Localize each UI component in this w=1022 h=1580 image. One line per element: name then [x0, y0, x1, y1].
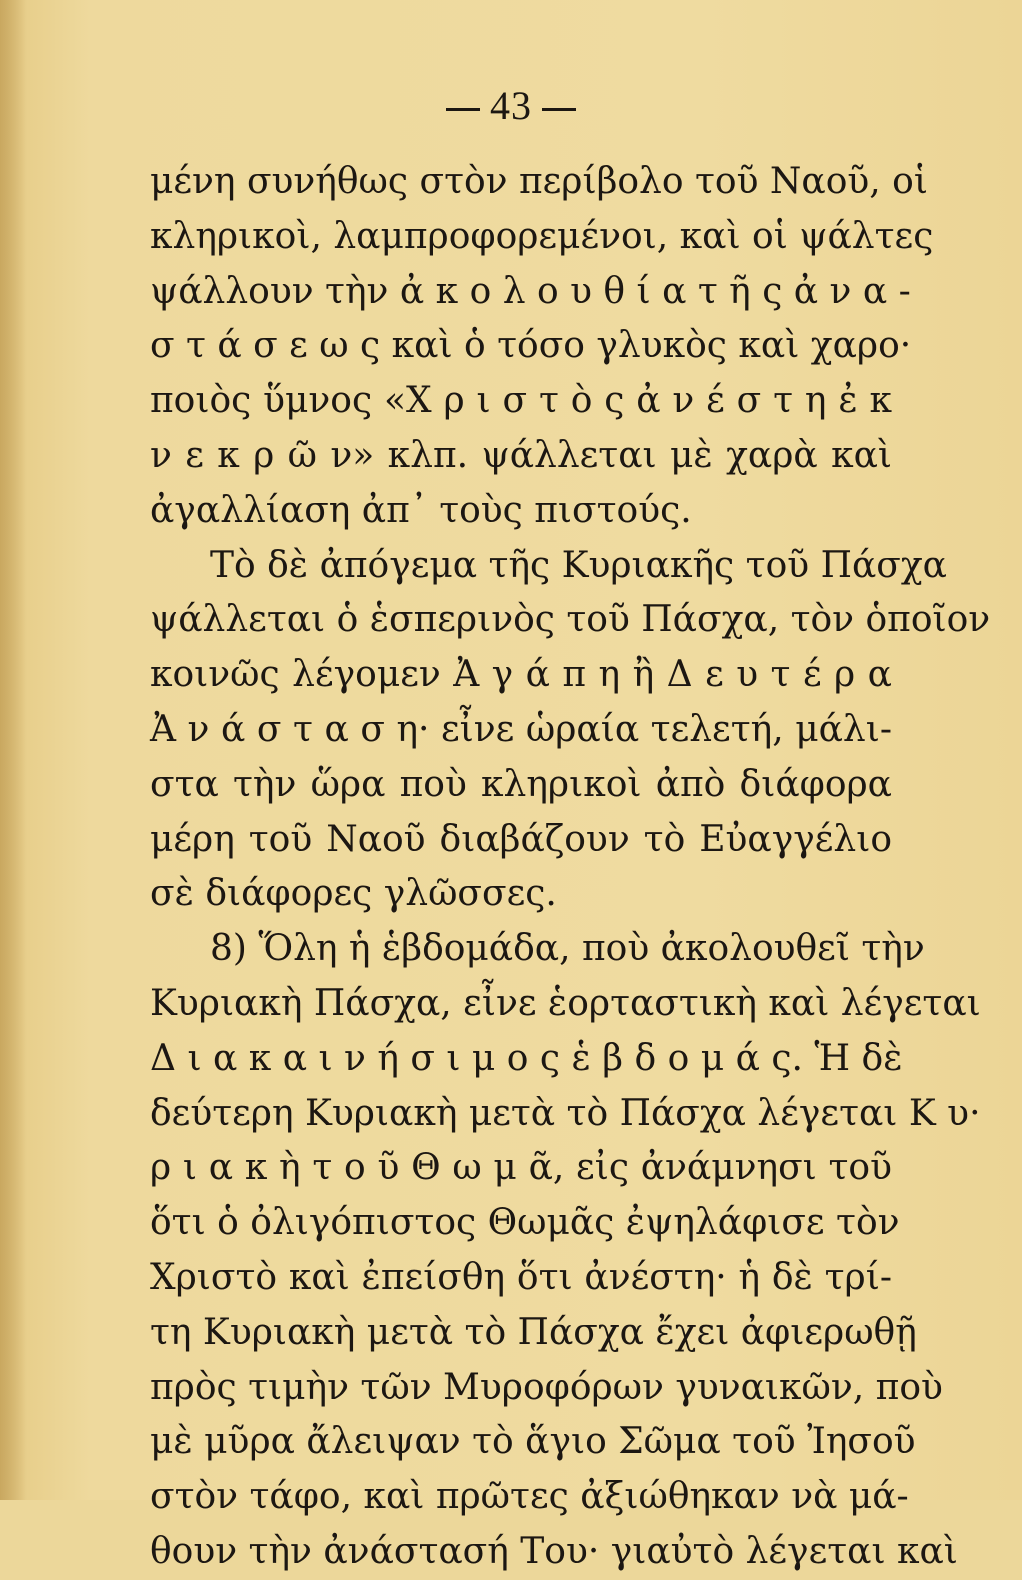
text-line: ἀγαλλίαση ἀπ᾿ τοὺς πιστούς. — [150, 489, 692, 531]
text-line: πρὸς τιμὴν τῶν Μυροφόρων γυναικῶν, ποὺ — [150, 1366, 943, 1408]
text-line: ψάλλουν τὴν ἀ κ ο λ ο υ θ ί α τ ῆ ς ἀ ν α - — [150, 270, 911, 312]
text-line: δεύτερη Κυριακὴ μετὰ τὸ Πάσχα λέγεται Κ υ· — [150, 1092, 981, 1134]
text-line: ποιὸς ὕμνος «Χ ρ ι σ τ ὸ ς ἀ ν έ σ τ η ἐ κ — [150, 380, 892, 422]
text-line: ὅτι ὁ ὀλιγόπιστος Θωμᾶς ἐψηλάφισε τὸν — [150, 1202, 900, 1244]
text-line: Τὸ δὲ ἀπόγεμα τῆς Κυριακῆς τοῦ Πάσχα — [210, 544, 947, 586]
text-line: Δ ι α κ α ι ν ή σ ι μ ο ς ἑ β δ ο μ ά ς. Ἡ δὲ — [150, 1037, 903, 1079]
text-line: μένη συνήθως στὸν περίβολο τοῦ Ναοῦ, οἱ — [150, 161, 928, 202]
text-line: Χριστὸ καὶ ἐπείσθη ὅτι ἀνέστη· ἡ δὲ τρί- — [150, 1256, 892, 1298]
text-line: θουν τὴν ἀνάστασή Του· γιαὐτὸ λέγεται καὶ — [150, 1530, 958, 1572]
text-line: σ τ ά σ ε ω ς καὶ ὁ τόσο γλυκὸς καὶ χαρο· — [150, 325, 912, 367]
text-line: ν ε κ ρ ῶ ν» κλπ. ψάλλεται μὲ χαρὰ καὶ — [150, 434, 892, 476]
text-line: κοινῶς λέγομεν Ἀ γ ά π η ἢ Δ ε υ τ έ ρ α — [150, 654, 892, 696]
text-line: ψάλλεται ὁ ἑσπερινὸς τοῦ Πάσχα, τὸν ὁποῖον — [150, 599, 991, 641]
text-line: μέρη τοῦ Ναοῦ διαβάζουν τὸ Εὐαγγέλιο — [150, 818, 892, 860]
text-line: Κυριακὴ Πάσχα, εἶνε ἑορταστικὴ καὶ λέγεται — [150, 982, 981, 1024]
text-line: κληρικοὶ, λαμπροφορεμένοι, καὶ οἱ ψάλτες — [150, 215, 934, 257]
page-number-dash-right — [542, 108, 576, 111]
text-line: ρ ι α κ ὴ τ ο ῦ Θ ω μ ᾶ, εἰς ἀνάμνησι τοῦ — [150, 1147, 892, 1189]
text-line: τη Κυριακὴ μετὰ τὸ Πάσχα ἔχει ἀφιερωθῇ — [150, 1311, 917, 1353]
text-line: Ἀ ν ά σ τ α σ η· εἶνε ὡραία τελετή, μάλι- — [150, 708, 892, 750]
text-line: στα τὴν ὥρα ποὺ κληρικοὶ ἀπὸ διάφορα — [150, 763, 892, 805]
text-line: στὸν τάφο, καὶ πρῶτες ἀξιώθηκαν νὰ μά- — [150, 1476, 909, 1518]
text-line: μὲ μῦρα ἄλειψαν τὸ ἅγιο Σῶμα τοῦ Ἰησοῦ — [150, 1421, 916, 1463]
body-text — [150, 155, 991, 1580]
page-edge-shadow — [0, 0, 26, 1500]
text-line: 8) Ὅλη ἡ ἑβδομάδα, ποὺ ἀκολουθεῖ τὴν — [210, 928, 925, 970]
page-number: 43 — [490, 83, 532, 128]
text-line: σὲ διάφορες γλῶσσες. — [150, 873, 557, 915]
page-number-header — [0, 82, 1022, 129]
page-number-dash-left — [446, 108, 480, 111]
